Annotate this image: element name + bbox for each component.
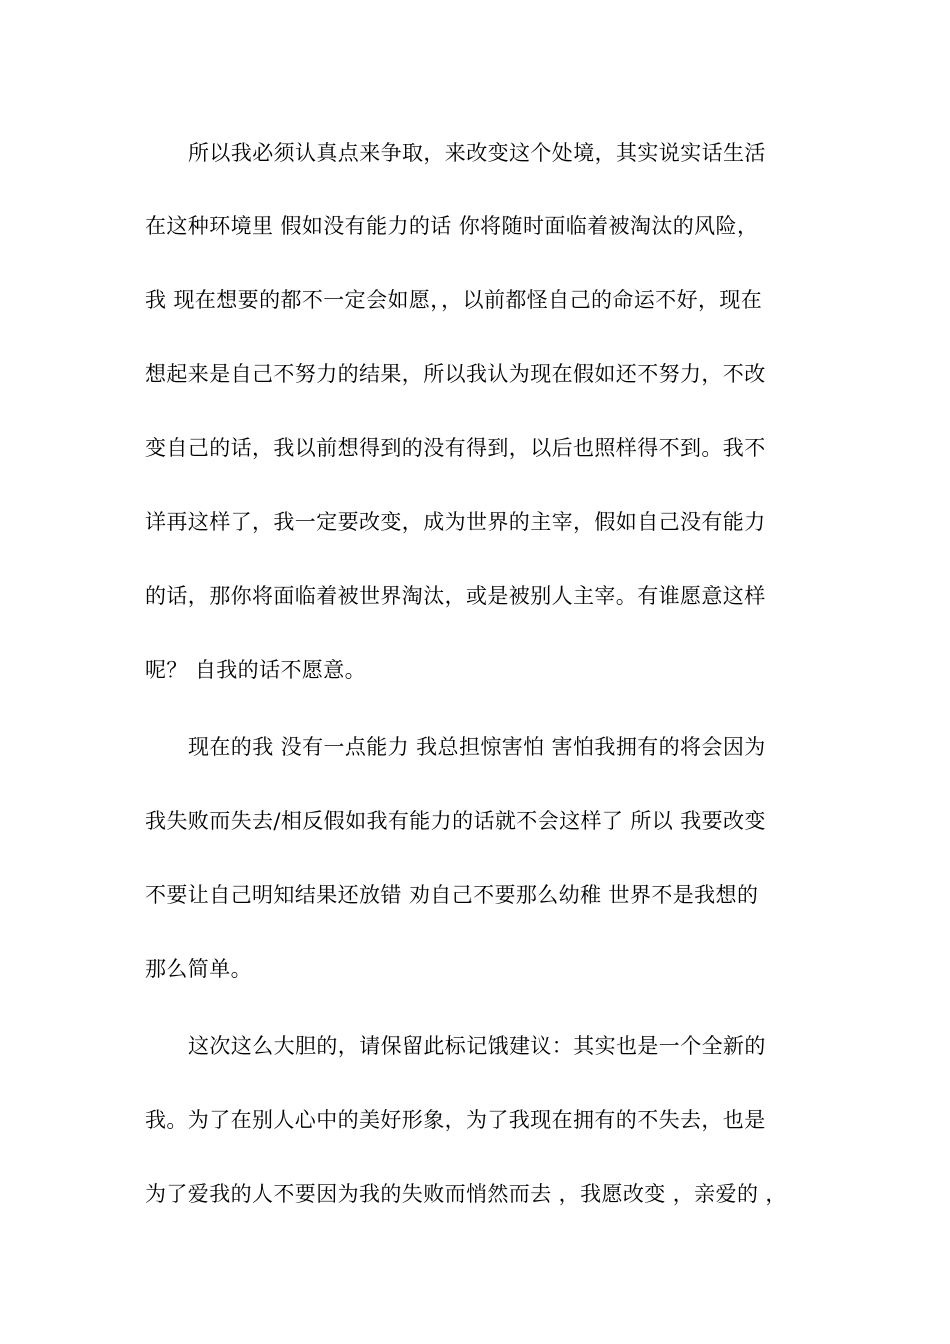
paragraph-1-line-6: 详再这样了，我一定要改变，成为世界的主宰，假如自己没有能力 [145,510,766,534]
paragraph-1-line-7: 的话，那你将面临着被世界淘汰，或是被别人主宰。有谁愿意这样 [145,584,766,608]
paragraph-1-line-5: 变自己的话，我以前想得到的没有得到，以后也照样得不到。我不 [145,436,766,460]
paragraph-2-line-1: 现在的我 没有一点能力 我总担惊害怕 害怕我拥有的将会因为 [188,735,766,759]
paragraph-1-line-1: 所以我必须认真点来争取，来改变这个处境，其实说实话生活 [188,141,766,165]
paragraph-1-line-8: 呢？ 自我的话不愿意。 [145,658,367,682]
paragraph-3-line-2: 我。为了在别人心中的美好形象，为了我现在拥有的不失去，也是 [145,1108,766,1132]
paragraph-2-line-4: 那么简单。 [145,957,252,981]
paragraph-2-line-2: 我失败而失去/相反假如我有能力的话就不会这样了 所以 我要改变 [145,809,766,833]
paragraph-1-line-2: 在这种环境里 假如没有能力的话 你将随时面临着被淘汰的风险， [145,214,759,238]
paragraph-3-line-1: 这次这么大胆的，请保留此标记饿建议：其实也是一个全新的 [188,1034,766,1058]
paragraph-1-line-3: 我 现在想要的都不一定会如愿，，以前都怪自己的命运不好，现在 [145,288,763,312]
paragraph-2-line-3: 不要让自己明知结果还放错 劝自己不要那么幼稚 世界不是我想的 [145,883,759,907]
paragraph-1-line-4: 想起来是自己不努力的结果，所以我认为现在假如还不努力，不改 [145,362,766,386]
paragraph-3-line-3: 为了爱我的人不要因为我的失败而悄然而去 ，我愿改变 ，亲爱的 ， [145,1182,787,1206]
